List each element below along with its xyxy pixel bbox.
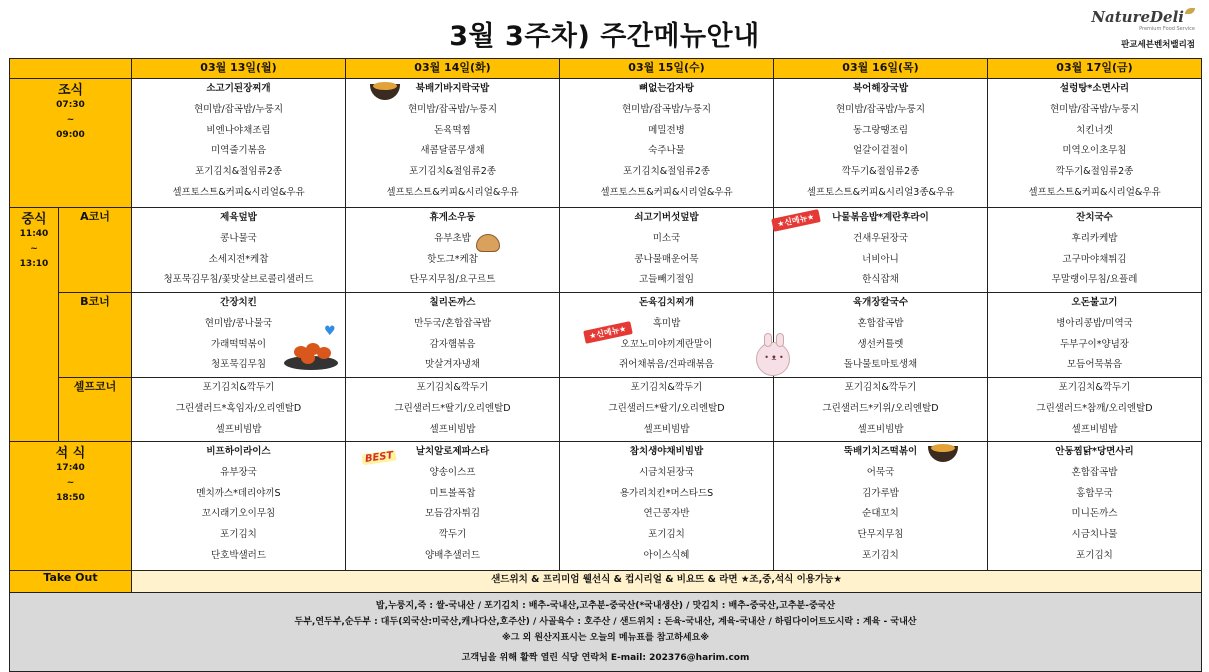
menu-item: 깍두기&절임류2종 [1055, 166, 1134, 178]
brand-logo [1091, 8, 1195, 50]
meal-time-end: 09:00 [56, 130, 85, 140]
menu-item: 연근콩자반 [643, 508, 690, 520]
origin-row [10, 593, 1202, 672]
menu-item: 두부구이*양념장 [1060, 338, 1129, 350]
menu-item-main: 날치알로제파스타 [415, 446, 490, 457]
menu-item: 한식잡채 [862, 274, 899, 286]
menu-item: 시금치된장국 [638, 466, 695, 478]
menu-item: 소세지전*케찹 [208, 253, 269, 265]
soup-bowl-icon [928, 442, 958, 464]
lunch-a-menu [132, 208, 346, 293]
corner-b-label: B코너 [59, 293, 132, 378]
menu-item: 셀프비빔밥 [643, 423, 690, 435]
menu-item: 치킨너겟 [1076, 124, 1113, 136]
menu-item: 감자햄볶음 [429, 338, 476, 350]
menu-item: 돌나물토마토생채 [843, 359, 918, 371]
weekly-menu-table [9, 58, 1202, 672]
lunch-self-row [10, 378, 1202, 442]
dinner-menu [988, 442, 1202, 571]
menu-item: 병아리콩밥/미역국 [1056, 317, 1133, 329]
menu-item: 혼합잡곡밥 [1071, 466, 1118, 478]
menu-item-main: 휴게소우동 [429, 212, 476, 223]
menu-item: 포기김치 [220, 529, 257, 541]
lunch-label [10, 208, 59, 442]
day-header: 03월 16일(목) [774, 59, 988, 79]
menu-item: 쥐어채볶음/건파래볶음 [619, 359, 714, 371]
new-menu-badge: ★신메뉴★ [771, 209, 820, 232]
bunny-icon: • ᴥ • [756, 342, 790, 376]
menu-item: 오꼬노미야끼계란말이 [620, 338, 713, 350]
menu-item: 미소국 [652, 232, 681, 244]
lunch-self-menu [132, 378, 346, 442]
menu-item-main: 쇠고기버섯덮밥 [634, 212, 699, 223]
menu-item-main: 오돈불고기 [1071, 297, 1118, 308]
menu-item: 양배추샐러드 [424, 549, 481, 561]
day-header: 03월 13일(월) [132, 59, 346, 79]
leaf-icon [1185, 8, 1195, 14]
menu-item: 그린샐러드*흑임자/오리엔탈D [175, 402, 302, 414]
menu-item-main: 북어해장국밥 [852, 83, 909, 94]
menu-item: 순대꼬치 [862, 508, 899, 520]
meal-time-tilde: ~ [66, 478, 75, 488]
meal-name: 조식 [57, 83, 84, 98]
meal-name: 석 식 [55, 446, 86, 461]
menu-item: 단호박샐러드 [210, 549, 267, 561]
menu-item: 동그랑땡조림 [852, 124, 909, 136]
takeout-row [10, 571, 1202, 593]
bread-icon [476, 234, 500, 252]
menu-item: 콩나물매운어묵 [634, 253, 699, 265]
meal-time-end: 13:10 [19, 259, 49, 269]
best-badge: BEST [361, 450, 397, 466]
menu-item-main: 돈육김치찌개 [638, 297, 695, 308]
breakfast-menu [132, 79, 346, 208]
menu-item: 미역오이초무침 [1062, 145, 1127, 157]
meal-time-tilde: ~ [30, 244, 38, 254]
menu-item: 멘치까스*데리야끼S [196, 487, 281, 499]
menu-item: 건새우된장국 [852, 232, 909, 244]
lunch-self-menu [346, 378, 560, 442]
menu-item: 현미밥/잡곡밥/누룽지 [622, 103, 711, 115]
menu-item-main: 육개장칼국수 [852, 297, 909, 308]
menu-item: 셀프토스트&커피&시리얼&우유 [386, 186, 519, 198]
menu-item: 단무지무침 [857, 529, 904, 541]
meal-name: 중식 [21, 212, 47, 227]
lunch-b-menu [988, 293, 1202, 378]
logo-sub: Premium Food Service [1139, 26, 1195, 32]
menu-item: 핫도그*케찹 [427, 253, 478, 265]
lunch-b-menu [346, 293, 560, 378]
lunch-a-menu [560, 208, 774, 293]
logo-brand [1091, 8, 1195, 26]
menu-item: 포기김치&깍두기 [416, 382, 489, 393]
menu-item: 포기김치&절임류2종 [195, 166, 282, 178]
meal-time-start: 11:40 [19, 229, 49, 239]
lunch-self-menu [560, 378, 774, 442]
menu-item: 그린샐러드*딸기/오리엔탈D [608, 402, 725, 414]
menu-item-main: 나물볶음밥*계란후라이 [832, 212, 929, 223]
lunch-a-menu [988, 208, 1202, 293]
menu-item-main: 참치생야채비빔밥 [629, 446, 704, 457]
dinner-menu [560, 442, 774, 571]
menu-item: 유부초밥 [434, 232, 471, 244]
menu-item: 김가루밥 [862, 487, 899, 499]
menu-item: 셀프토스트&커피&시리얼&우유 [172, 186, 305, 198]
menu-item: 깍두기 [438, 529, 467, 541]
lunch-self-menu [988, 378, 1202, 442]
menu-item: 셀프토스트&커피&시리얼3종&우유 [806, 186, 955, 198]
takeout-text: 샌드위치 & 프리미엄 웰선식 & 컵시리얼 & 비요뜨 & 라면 ★조,중,석식 이용가능★ [132, 571, 1202, 593]
menu-item: 얼갈이겉절이 [852, 145, 909, 157]
breakfast-menu [988, 79, 1202, 208]
origin-info [10, 593, 1202, 672]
menu-item: 셀프비빔밥 [215, 423, 262, 435]
fried-chicken-icon [284, 340, 338, 370]
menu-item-main: 뼈없는감자탕 [638, 83, 695, 94]
menu-item: 청포묵김무침 [210, 359, 267, 371]
menu-item: 아이스식혜 [643, 549, 690, 561]
menu-item: 홍합무국 [1076, 487, 1113, 499]
menu-item-main: 잔치국수 [1076, 212, 1113, 223]
menu-item: 포기김치 [862, 549, 899, 561]
origin-line: 밥,누룽지,죽 : 쌀-국내산 / 포기김치 : 배추-국내산,고추분-중국산(*국내생산) / 맛김치 : 배추-중국산,고추분-중국산 [375, 601, 836, 611]
origin-line: 두부,연두부,순두부 : 대두(외국산:미국산,캐나다산,호주산) / 사골육수 : 호주산 / 샌드위치 : 돈육-국내산, 계육-국내산 / 하림다이어트도시락 : 계육 - 국내산 [294, 617, 917, 627]
menu-item-main: 소고기된장찌개 [206, 83, 271, 94]
menu-item: 셀프비빔밥 [429, 423, 476, 435]
menu-item: 깍두기&절임류2종 [841, 166, 920, 178]
meal-time-start: 07:30 [56, 100, 85, 110]
menu-item: 셀프토스트&커피&시리얼&우유 [1028, 186, 1161, 198]
menu-item: 모듬어묵볶음 [1066, 359, 1123, 371]
menu-item: 무말랭이무침/요플레 [1051, 274, 1138, 286]
menu-item: 포기김치&절임류2종 [623, 166, 710, 178]
soup-bowl-icon [370, 80, 400, 102]
menu-item: 고들빼기절임 [638, 274, 695, 286]
menu-item: 모듬감자튀김 [424, 508, 481, 520]
menu-item: 생선커틀렛 [857, 338, 904, 350]
day-header-row [10, 59, 1202, 79]
menu-item: 포기김치 [648, 529, 685, 541]
new-menu-badge: ★신메뉴★ [583, 321, 632, 344]
menu-item: 셀프비빔밥 [857, 423, 904, 435]
lunch-a-row [10, 208, 1202, 293]
menu-item: 어묵국 [866, 466, 895, 478]
menu-item: 양송이스프 [429, 466, 476, 478]
menu-item-main: 칠리돈까스 [429, 297, 476, 308]
menu-item: 숙주나물 [648, 145, 685, 157]
menu-item: 포기김치&절임류2종 [409, 166, 496, 178]
menu-item: 혼합잡곡밥 [857, 317, 904, 329]
page-title: 3월 3주차) 주간메뉴안내 [449, 21, 760, 52]
dinner-row [10, 442, 1202, 571]
menu-item: 메밀전병 [648, 124, 685, 136]
menu-item-main: 설렁탕*소면사리 [1059, 83, 1130, 94]
meal-time-tilde: ~ [66, 115, 75, 125]
breakfast-label [10, 79, 132, 208]
menu-item: 그린샐러드*딸기/오리엔탈D [394, 402, 511, 414]
menu-item: 미역줄기볶음 [210, 145, 267, 157]
menu-item: 현미밥/잡곡밥/누룽지 [408, 103, 497, 115]
menu-item: 시금치나물 [1071, 529, 1118, 541]
menu-item: 가래떡떡볶이 [210, 338, 267, 350]
menu-item: 포기김치&깍두기 [1058, 382, 1131, 393]
menu-item: 셀프비빔밥 [1071, 423, 1118, 435]
logo-brand-text: NatureDeli [1091, 8, 1184, 26]
menu-item: 현미밥/콩나물국 [204, 317, 273, 329]
menu-item-main: 제육덮밥 [220, 212, 257, 223]
lunch-self-menu [774, 378, 988, 442]
menu-item: 청포묵김무침/꽃맛살브로콜리샐러드 [163, 274, 314, 286]
menu-item: 유부장국 [220, 466, 257, 478]
heart-icon: ♥ [324, 324, 336, 339]
menu-item: 포기김치&깍두기 [202, 382, 275, 393]
menu-item: 새콤달콤무생채 [420, 145, 485, 157]
day-header: 03월 14일(화) [346, 59, 560, 79]
menu-item-main: 북배기바지락국밥 [415, 83, 490, 94]
menu-item-main: 비프하이라이스 [206, 446, 271, 457]
menu-item: 그린샐러드*참깨/오리엔탈D [1036, 402, 1153, 414]
breakfast-row [10, 79, 1202, 208]
site-name: 판교세븐벤처밸리점 [1121, 40, 1195, 50]
breakfast-menu [774, 79, 988, 208]
corner-a-label: A코너 [59, 208, 132, 293]
lunch-a-menu [346, 208, 560, 293]
origin-note: ※그 외 원산지표시는 오늘의 메뉴표를 참고하세요※ [501, 633, 710, 643]
day-header: 03월 17일(금) [988, 59, 1202, 79]
menu-item: 현미밥/잡곡밥/누룽지 [836, 103, 925, 115]
breakfast-menu [560, 79, 774, 208]
menu-item: 용가리치킨*머스타드S [619, 487, 714, 499]
menu-item: 맛살겨자냉채 [424, 359, 481, 371]
menu-item: 미트볼폭찹 [429, 487, 476, 499]
menu-item: 포기김치&깍두기 [844, 382, 917, 393]
self-corner-label: 셀프코너 [59, 378, 132, 442]
menu-item: 현미밥/잡곡밥/누룽지 [194, 103, 283, 115]
menu-item: 포기김치&깍두기 [630, 382, 703, 393]
menu-item: 단무지무침/요구르트 [409, 274, 496, 286]
menu-item: 돈육떡찜 [434, 124, 471, 136]
menu-item-main: 간장치킨 [220, 297, 257, 308]
menu-item: 비엔나야채조림 [206, 124, 271, 136]
contact-info: 고객님을 위해 활짝 열린 식당 연락처 E-mail: 202376@harim.com [461, 653, 750, 663]
menu-item: 너비아니 [862, 253, 899, 265]
menu-item: 미니돈까스 [1071, 508, 1118, 520]
menu-item: 꼬시래기오이무침 [201, 508, 276, 520]
menu-item-main: 안동찜닭*당면사리 [1055, 446, 1134, 457]
meal-time-end: 18:50 [56, 493, 85, 503]
menu-item: 콩나물국 [220, 232, 257, 244]
menu-item: 고구마야채튀김 [1062, 253, 1127, 265]
menu-item: 그린샐러드*키위/오리엔탈D [822, 402, 939, 414]
menu-item: 만두국/혼합잡곡밥 [414, 317, 491, 329]
menu-item: 포기김치 [1076, 549, 1113, 561]
menu-item: 현미밥/잡곡밥/누룽지 [1050, 103, 1139, 115]
menu-item: 후리카케밥 [1071, 232, 1118, 244]
menu-item: 셀프토스트&커피&시리얼&우유 [600, 186, 733, 198]
meal-time-start: 17:40 [56, 463, 85, 473]
dinner-label [10, 442, 132, 571]
menu-item: 흑미밥 [652, 317, 681, 329]
takeout-label: Take Out [10, 571, 132, 593]
dinner-menu [132, 442, 346, 571]
lunch-b-menu [774, 293, 988, 378]
day-header: 03월 15일(수) [560, 59, 774, 79]
menu-item-main: 뚝배기치즈떡볶이 [843, 446, 918, 457]
corner-cell [10, 59, 132, 79]
